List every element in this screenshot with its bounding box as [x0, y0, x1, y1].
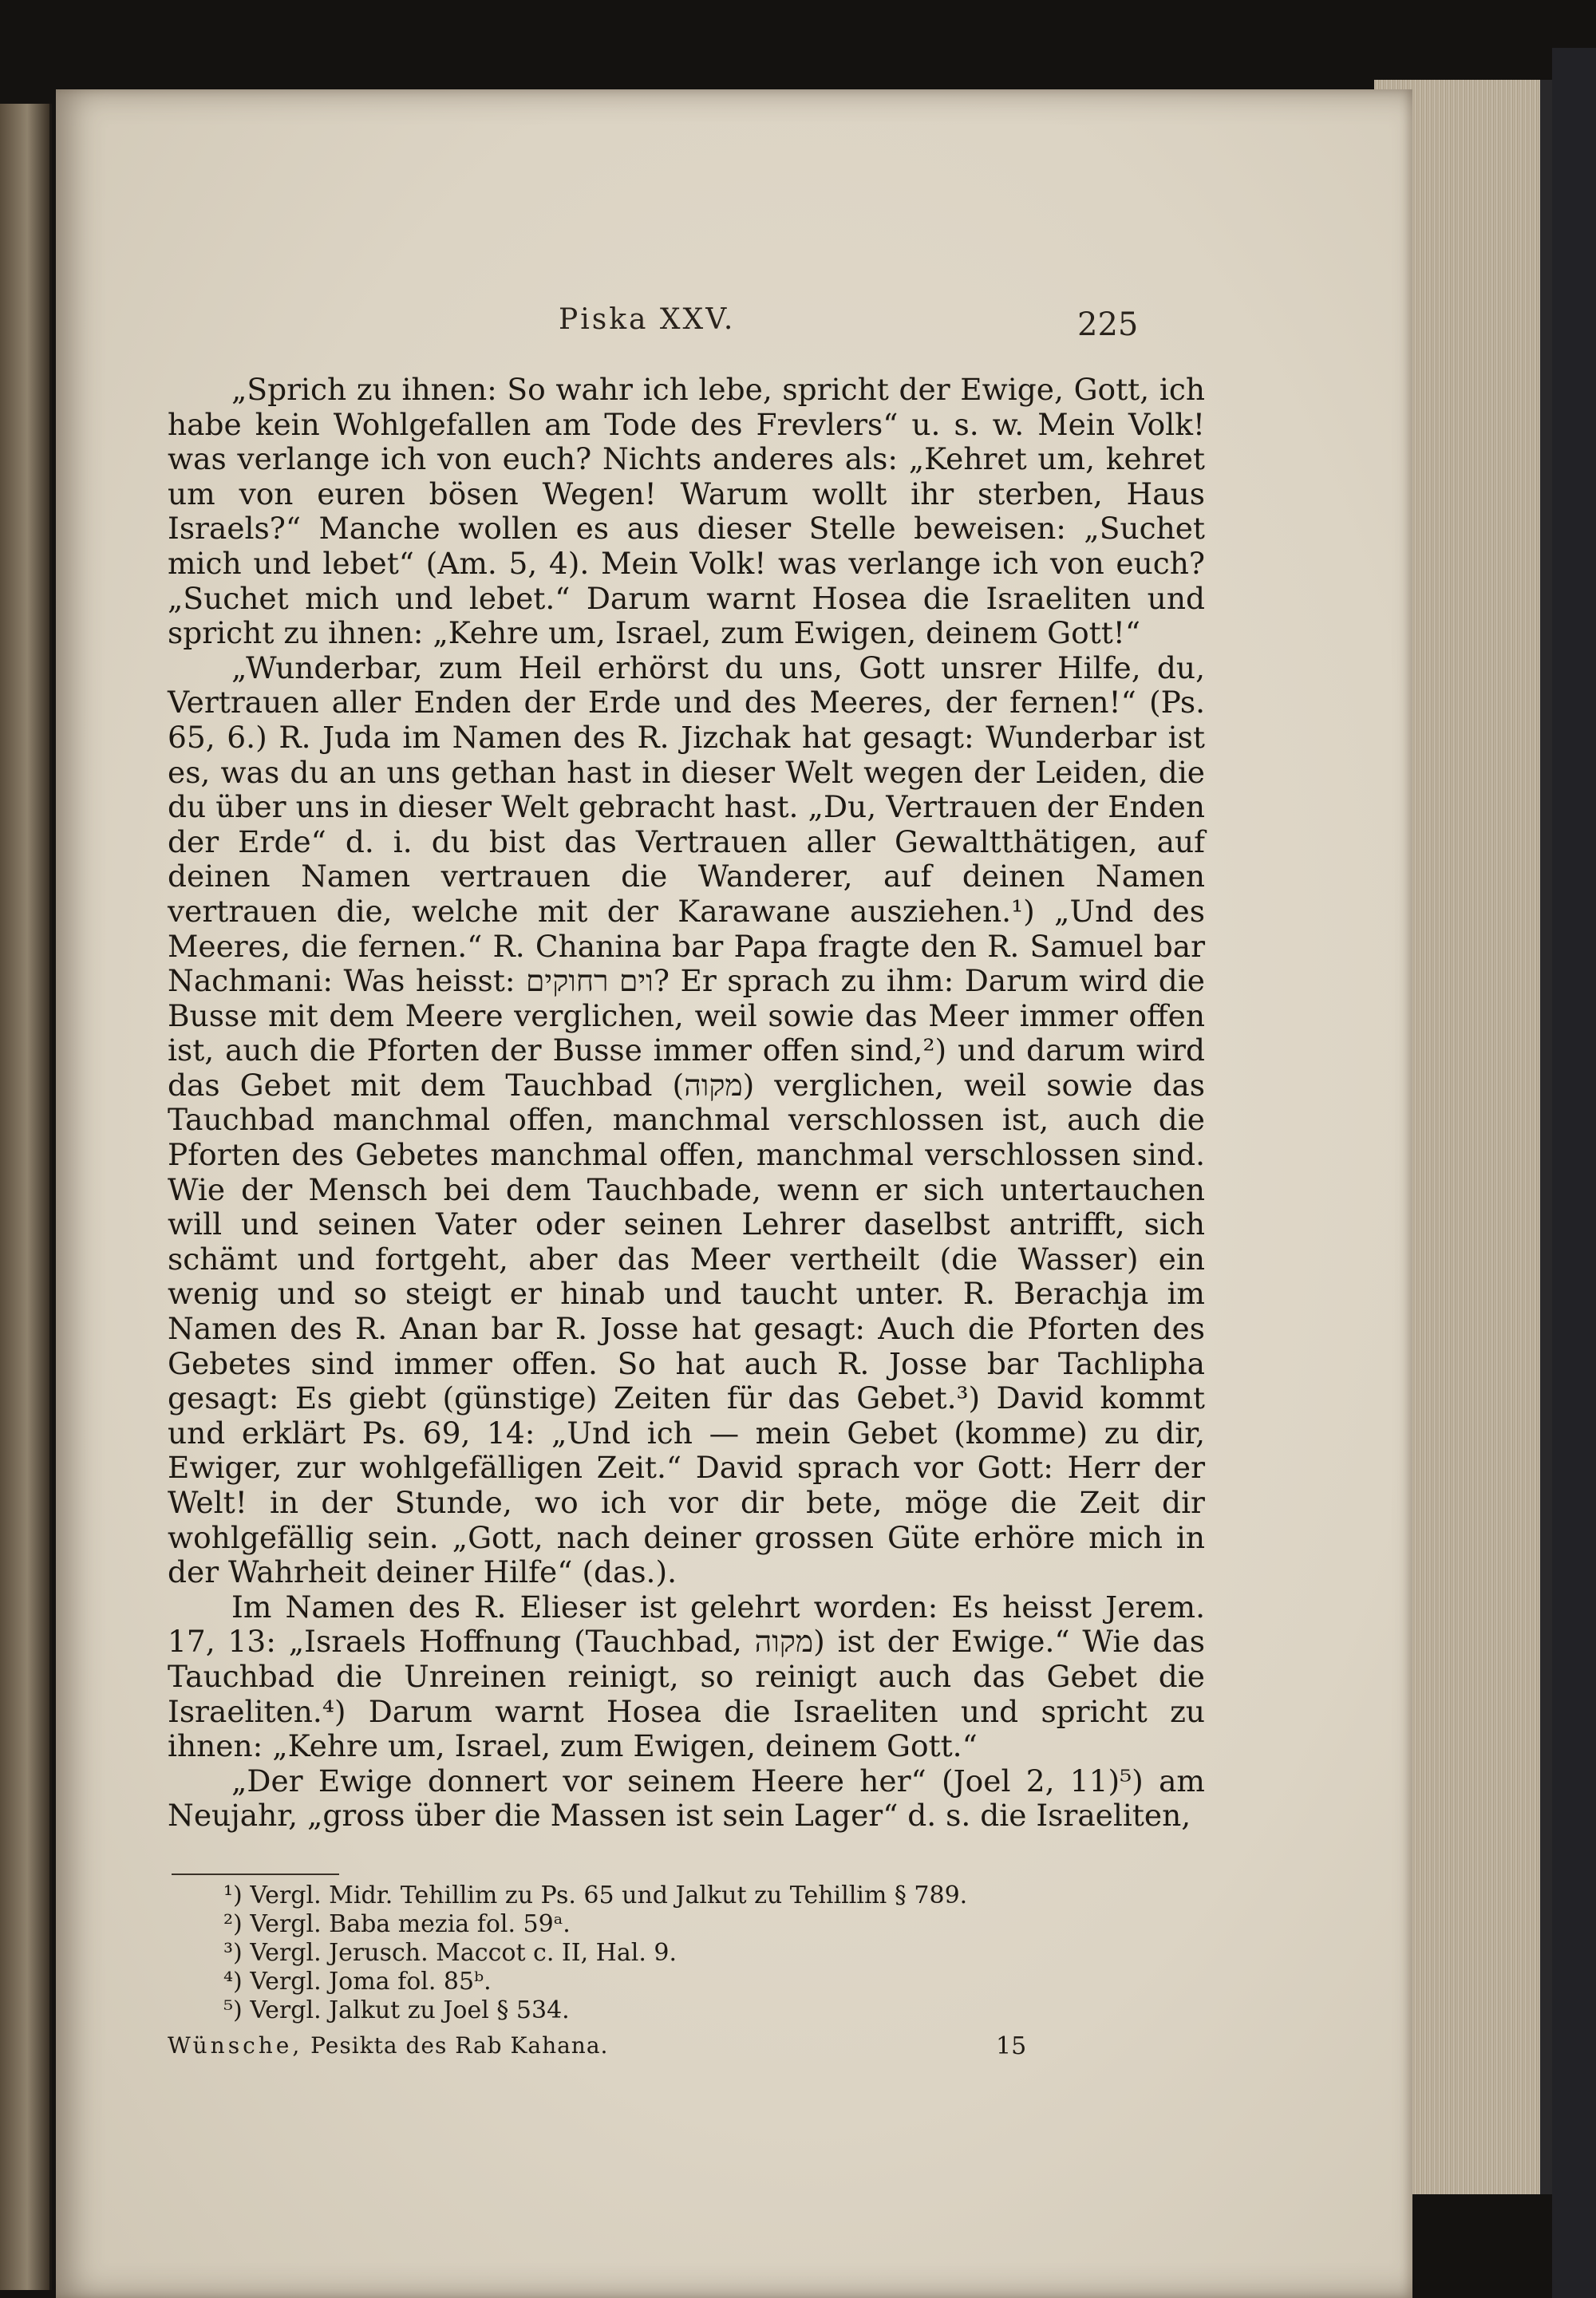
running-header [56, 303, 1412, 351]
footnote: ²) Vergl. Baba mezia fol. 59ᵃ. [223, 1910, 571, 1938]
book-cover [1552, 48, 1596, 2298]
imprint-author: Wünsche, [168, 2032, 303, 2059]
paragraph: Im Namen des R. Elieser ist gelehrt worden: Es heisst Jerem. 17, 13: „Israels Hoffnung (Tauchbad, מקוה) ist der Ewige.“ Wie das Tauchbad die Unreinen reinigt, so reinigt auch das Gebet die Israeliten.⁴) Darum warnt Hosea die Israeliten und spricht zu ihnen: „Kehre um, Israel, zum Ewigen, deinem Gott.“ [168, 1589, 1205, 1764]
imprint-work: Pesikta des Rab Kahana. [310, 2032, 609, 2059]
paragraph: „Der Ewige donnert vor seinem Heere her“ (Joel 2, 11)⁵) am Neujahr, „gross über die Massen ist sein Lager“ d. s. die Israeliten, [168, 1763, 1205, 1834]
signature-mark: 15 [996, 2032, 1027, 2060]
paragraph: „Sprich zu ihnen: So wahr ich lebe, spricht der Ewige, Gott, ich habe kein Wohlgefallen am Tode des Frevlers“ u. s. w. Mein Volk! was verlange ich von euch? Nichts anderes als: „Kehret um, kehret um von euren bösen Wegen! Warum wollt ihr sterben, Haus Israels?“ Manche wollen es aus dieser Stelle beweisen: „Suchet mich und lebet“ (Am. 5, 4). Mein Volk! was verlange ich von euch? „Suchet mich und lebet.“ Darum warnt Hosea die Israeliten und spricht zu ihnen: „Kehre um, Israel, zum Ewigen, deinem Gott!“ [168, 372, 1205, 651]
running-title: Piska XXV. [559, 303, 736, 336]
footnote: ⁵) Vergl. Jalkut zu Joel § 534. [223, 1996, 570, 2024]
book-page [56, 89, 1412, 2298]
page-number: 225 [1077, 306, 1139, 343]
footnote: ¹) Vergl. Midr. Tehillim zu Ps. 65 und Jalkut zu Tehillim § 789. [223, 1881, 968, 1909]
facing-page-edge [0, 104, 52, 2290]
main-text [168, 373, 1205, 1834]
page-footer [168, 2032, 1205, 2064]
footnote-rule [172, 1874, 339, 1875]
paragraph: „Wunderbar, zum Heil erhörst du uns, Gott unsrer Hilfe, du, Vertrauen aller Enden der Erde und des Meeres, der fernen!“ (Ps. 65, 6.) R. Juda im Namen des R. Jizchak hat gesagt: Wunderbar ist es, was du an uns gethan hast in dieser Welt wegen der Leiden, die du über uns in dieser Welt gebracht hast. „Du, Vertrauen der Enden der Erde“ d. i. du bist das Vertrauen aller Gewaltthätigen, auf deinen Namen vertrauen die Wanderer, auf deinen Namen vertrauen die, welche mit der Karawane ausziehen.¹) „Und des Meeres, die fernen.“ R. Chanina bar Papa fragte den R. Samuel bar Nachmani: Was heisst: וים רחוקים? Er sprach zu ihm: Darum wird die Busse mit dem Meere verglichen, weil sowie das Meer immer offen ist, auch die Pforten der Busse immer offen sind,²) und darum wird das Gebet mit dem Tauchbad (מקוה) verglichen, weil sowie das Tauchbad manchmal offen, manchmal verschlossen ist, auch die Pforten des Gebetes manchmal offen, manchmal verschlossen sind. Wie der Mensch bei dem Tauchbade, wenn er sich untertauchen will und seinen Vater oder seinen Lehrer daselbst antrifft, sich schämt und fortgeht, aber das Meer vertheilt (die Wasser) ein wenig und so steigt er hinab und taucht unter. R. Berachja im Namen des R. Anan bar R. Josse hat gesagt: Auch die Pforten des Gebetes sind immer offen. So hat auch R. Josse bar Tachlipha gesagt: Es giebt (günstige) Zeiten für das Gebet.³) David kommt und erklärt Ps. 69, 14: „Und ich — mein Gebet (komme) zu dir, Ewiger, zur wohlgefälligen Zeit.“ David sprach vor Gott: Herr der Welt! in der Stunde, wo ich vor dir bete, möge die Zeit dir wohlgefällig sein. „Gott, nach deiner grossen Güte erhöre mich in der Wahrheit deiner Hilfe“ (das.). [168, 650, 1206, 1590]
footnotes [223, 1881, 1181, 2025]
footnote: ³) Vergl. Jerusch. Maccot c. II, Hal. 9. [223, 1939, 678, 1967]
imprint [168, 2032, 608, 2059]
footnote: ⁴) Vergl. Joma fol. 85ᵇ. [223, 1968, 492, 1996]
